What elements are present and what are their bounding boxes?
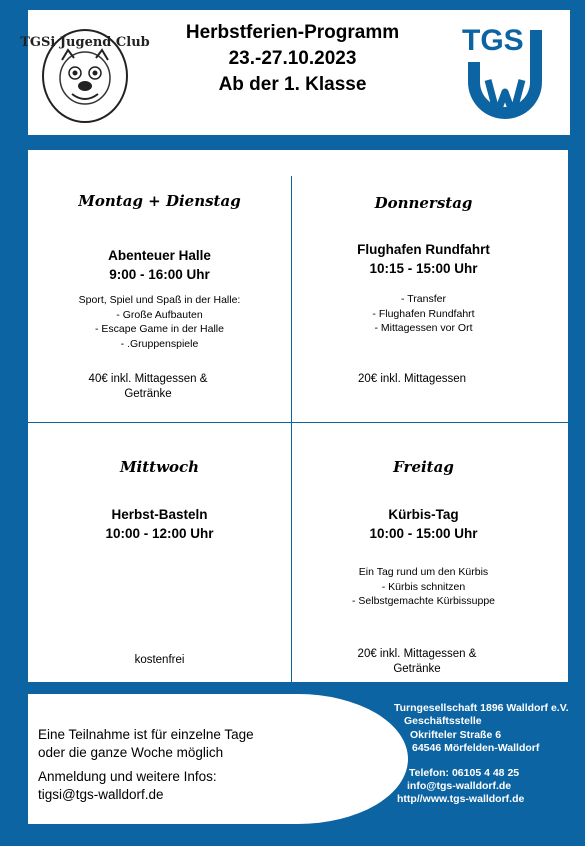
event-time-do: 10:15 - 15:00 Uhr: [369, 261, 478, 276]
registration-email-link[interactable]: tigsi@tgs-walldorf.de: [38, 787, 164, 802]
jugend-club-logo-icon: [20, 28, 150, 124]
event-time-mo-di: 9:00 - 16:00 Uhr: [109, 267, 210, 282]
desc-line: - Transfer: [401, 293, 446, 305]
program-grid: [28, 150, 568, 682]
flyer-title: Herbstferien-Programm: [185, 22, 400, 43]
day-label-fr: Freitag: [393, 458, 454, 476]
day-label-do: Donnerstag: [374, 194, 473, 212]
desc-line: - Flughafen Rundfahrt: [372, 307, 475, 320]
registration-label: Anmeldung und weitere Infos:: [38, 769, 217, 784]
desc-line: - Mittagessen vor Ort: [374, 322, 473, 334]
price-line: 20€ inkl. Mittagessen &: [357, 648, 477, 660]
price-line: Getränke: [393, 663, 441, 675]
desc-line: - Escape Game in der Halle: [95, 323, 224, 335]
contact-street: Okrifteler Straße 6: [410, 729, 502, 741]
event-desc-mo-di: [28, 293, 291, 351]
event-desc-do: [292, 292, 555, 336]
price-line: Getränke: [124, 388, 172, 400]
desc-line: - Selbstgemachte Kürbissuppe: [352, 595, 495, 607]
flyer-audience: Ab der 1. Klasse: [218, 74, 367, 95]
desc-line: - Kürbis schnitzen: [381, 580, 466, 593]
contact-email-link[interactable]: info@tgs-walldorf.de: [407, 780, 512, 792]
event-price-mi: [28, 653, 291, 668]
event-time-fr: 10:00 - 15:00 Uhr: [369, 526, 478, 541]
desc-line: Ein Tag rund um den Kürbis: [358, 566, 489, 578]
price-line: 40€ inkl. Mittagessen &: [88, 373, 208, 385]
day-label-mo-di: Montag + Dienstag: [78, 192, 241, 210]
tgs-logo-icon: [460, 22, 565, 130]
event-desc-fr: [292, 565, 555, 609]
contact-web-link[interactable]: http//www.tgs-walldorf.de: [397, 793, 525, 805]
contact-phone: Telefon: 06105 4 48 25: [409, 767, 520, 779]
event-title-mi: Herbst-Basteln: [111, 507, 208, 522]
desc-line: Sport, Spiel und Spaß in der Halle:: [78, 294, 241, 306]
registration-info: [38, 768, 217, 804]
day-label-mi: Mittwoch: [119, 458, 200, 476]
desc-line: - .Gruppenspiele: [120, 337, 199, 350]
event-price-fr: [292, 647, 542, 677]
contact-office: Geschäftsstelle: [404, 715, 482, 727]
event-title-fr: Kürbis-Tag: [388, 507, 459, 522]
desc-line: - Große Aufbauten: [116, 308, 203, 321]
price-line: 20€ inkl. Mittagessen: [357, 373, 467, 385]
event-title-mo-di: Abenteuer Halle: [108, 248, 211, 263]
event-title-do: Flughafen Rundfahrt: [357, 242, 490, 257]
event-time-mi: 10:00 - 12:00 Uhr: [105, 526, 214, 541]
participation-line: Eine Teilnahme ist für einzelne Tage: [38, 727, 254, 742]
participation-note: [38, 726, 254, 762]
svg-text:TGSi Jugend Club: TGSi Jugend Club: [20, 35, 150, 50]
contact-org: Turngesellschaft 1896 Walldorf e.V.: [394, 702, 569, 714]
grid-divider-horizontal: [28, 422, 568, 423]
flyer-dates: 23.-27.10.2023: [228, 48, 357, 69]
participation-line: oder die ganze Woche möglich: [38, 745, 224, 760]
event-price-mo-di: [28, 372, 268, 402]
price-line: kostenfrei: [134, 654, 185, 666]
svg-text:TGS: TGS: [462, 24, 524, 57]
contact-city: 64546 Mörfelden-Walldorf: [412, 742, 540, 754]
event-price-do: [292, 372, 532, 387]
